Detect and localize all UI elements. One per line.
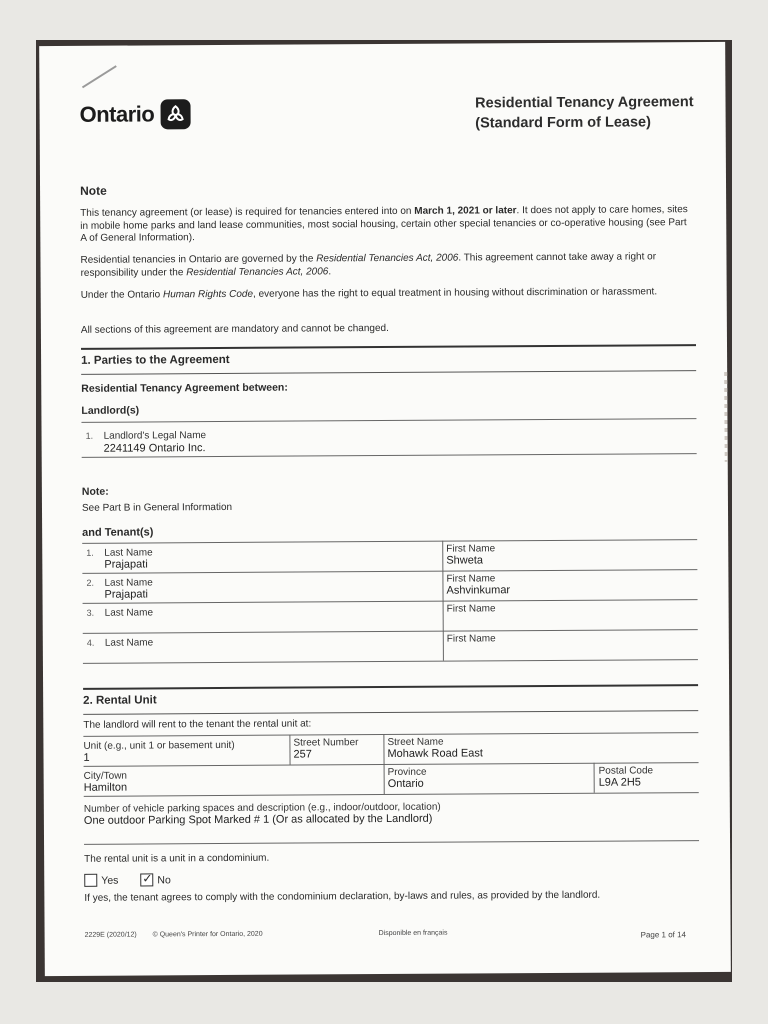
condo-note: If yes, the tenant agrees to comply with the condominium declaration, by-laws and rules, as provided by the landlord. — [84, 889, 601, 904]
tenant-row-number: 1. — [86, 547, 94, 558]
address-divider-3 — [594, 763, 595, 793]
postal-code-field[interactable]: L9A 2H5 — [598, 776, 641, 789]
address-bottom-rule — [84, 792, 699, 797]
table-row — [82, 569, 697, 603]
tenant-row-number: 4. — [86, 637, 95, 648]
table-row — [82, 539, 697, 573]
title-line-1: Residential Tenancy Agreement — [475, 94, 694, 112]
city-field[interactable]: Hamilton — [83, 781, 128, 794]
condo-question: The rental unit is a unit in a condominium. — [84, 852, 270, 865]
tenant-last-name-field[interactable]: Prajapati — [104, 558, 148, 571]
note-paragraph-1 — [80, 204, 690, 245]
note-p1-text-2: . It does not apply to care homes, sites in mobile home parks and land lease communities, most social housing, certain other special tenancies or co-operative housing (see Part A of General Information). — [80, 204, 688, 244]
province-field[interactable]: Ontario — [387, 777, 424, 790]
trillium-icon — [160, 99, 190, 129]
logo-text: Ontario — [79, 101, 155, 127]
landlord-legal-name-field[interactable]: 2241149 Ontario Inc. — [103, 442, 206, 455]
province-label: Province — [387, 766, 427, 778]
section-1-title-rule — [81, 370, 696, 375]
tenants-label: and Tenant(s) — [82, 526, 154, 539]
agreement-between-label: Residential Tenancy Agreement between: — [81, 381, 288, 395]
section-1-title: 1. Parties to the Agreement — [81, 353, 230, 367]
form-code: 2229E (2020/12) — [84, 931, 137, 939]
parking-label: Number of vehicle parking spaces and description (e.g., indoor/outdoor, location) — [83, 801, 441, 815]
note-p2-text-2: . This agreement cannot take away a right or responsibility under the — [80, 251, 657, 279]
note-p1-date: March 1, 2021 or later — [414, 205, 517, 217]
note-p3-code: Human Rights Code — [162, 288, 254, 301]
rental-unit-intro: The landlord will rent to the tenant the rental unit at: — [83, 718, 312, 731]
note-p2-text: Residential tenancies in Ontario are governed by the — [80, 253, 317, 266]
note-p1-text: This tenancy agreement (or lease) is required for tenancies entered into on — [80, 205, 415, 219]
postal-code-label: Postal Code — [598, 765, 654, 777]
tenant-first-name-label: First Name — [446, 543, 496, 555]
street-name-label: Street Name — [387, 736, 444, 748]
landlord-legal-name-label: Landlord's Legal Name — [103, 430, 207, 442]
title-line-2: (Standard Form of Lease) — [475, 114, 651, 132]
condo-yes-checkbox[interactable] — [84, 874, 97, 887]
tenant-row-number: 3. — [86, 607, 95, 618]
section-2-top-rule — [83, 684, 698, 690]
note-paragraph-2 — [80, 251, 690, 280]
checkmark-icon: ✓ — [142, 871, 153, 886]
landlords-label: Landlord(s) — [81, 404, 140, 417]
tenant-first-name-field[interactable]: Ashvinkumar — [446, 584, 511, 597]
table-row — [83, 599, 698, 633]
condo-yes-label: Yes — [101, 874, 119, 887]
note-p2-end: . — [328, 265, 332, 277]
condo-no-label: No — [157, 873, 171, 886]
note-p2-act-2: Residential Tenancies Act, 2006 — [186, 265, 329, 278]
street-name-field[interactable]: Mohawk Road East — [387, 747, 483, 760]
tenant-last-name-field[interactable]: Prajapati — [104, 588, 148, 601]
landlord-top-rule — [81, 418, 696, 423]
parking-bottom-rule — [84, 840, 699, 845]
tenant-last-name-label: Last Name — [104, 637, 154, 649]
note-label: Note: — [81, 485, 109, 498]
page-number: Page 1 of 14 — [640, 930, 687, 940]
note-paragraph-4: All sections of this agreement are mandatory and cannot be changed. — [80, 322, 389, 336]
tenant-last-name-label: Last Name — [104, 607, 154, 619]
tenant-last-name-label: Last Name — [104, 547, 153, 559]
condo-no-checkbox[interactable] — [140, 873, 153, 886]
document-title — [475, 92, 694, 133]
street-number-label: Street Number — [293, 737, 359, 749]
note-p2-act: Residential Tenancies Act, 2006 — [316, 252, 459, 265]
note-heading: Note — [80, 183, 107, 198]
street-number-field[interactable]: 257 — [293, 748, 312, 761]
note-p3-text: Under the Ontario — [80, 289, 163, 301]
parking-field[interactable]: One outdoor Parking Spot Marked # 1 (Or as allocated by the Landlord) — [83, 812, 433, 827]
table-row — [83, 629, 698, 663]
tenant-first-name-label: First Name — [446, 603, 496, 615]
section-2-title-rule — [83, 710, 698, 715]
section-2-title: 2. Rental Unit — [83, 694, 157, 707]
page-edge-tear — [724, 372, 728, 462]
copyright: © Queen's Printer for Ontario, 2020 — [152, 930, 263, 939]
section-1-top-rule — [81, 344, 696, 350]
pencil-mark — [82, 65, 117, 88]
tenant-row-number: 2. — [86, 577, 94, 588]
ontario-logo — [79, 99, 190, 130]
french-availability: Disponible en français — [378, 929, 448, 938]
tenant-first-name-label: First Name — [446, 633, 496, 645]
tenant-first-name-field[interactable]: Shweta — [446, 554, 484, 567]
tenant-first-name-label: First Name — [446, 573, 496, 585]
tenant-last-name-label: Last Name — [104, 577, 153, 589]
lease-page — [39, 42, 731, 976]
unit-field[interactable]: 1 — [83, 751, 90, 764]
note-text: See Part B in General Information — [81, 501, 233, 514]
address-divider-1 — [289, 735, 290, 765]
condo-options — [84, 873, 171, 887]
note-p3-text-2: , everyone has the right to equal treatment in housing without discrimination or harassment. — [252, 286, 658, 300]
note-paragraph-3 — [81, 286, 691, 302]
landlord-row-number: 1. — [85, 430, 94, 441]
city-label: City/Town — [83, 770, 128, 782]
unit-label: Unit (e.g., unit 1 or basement unit) — [83, 739, 235, 752]
